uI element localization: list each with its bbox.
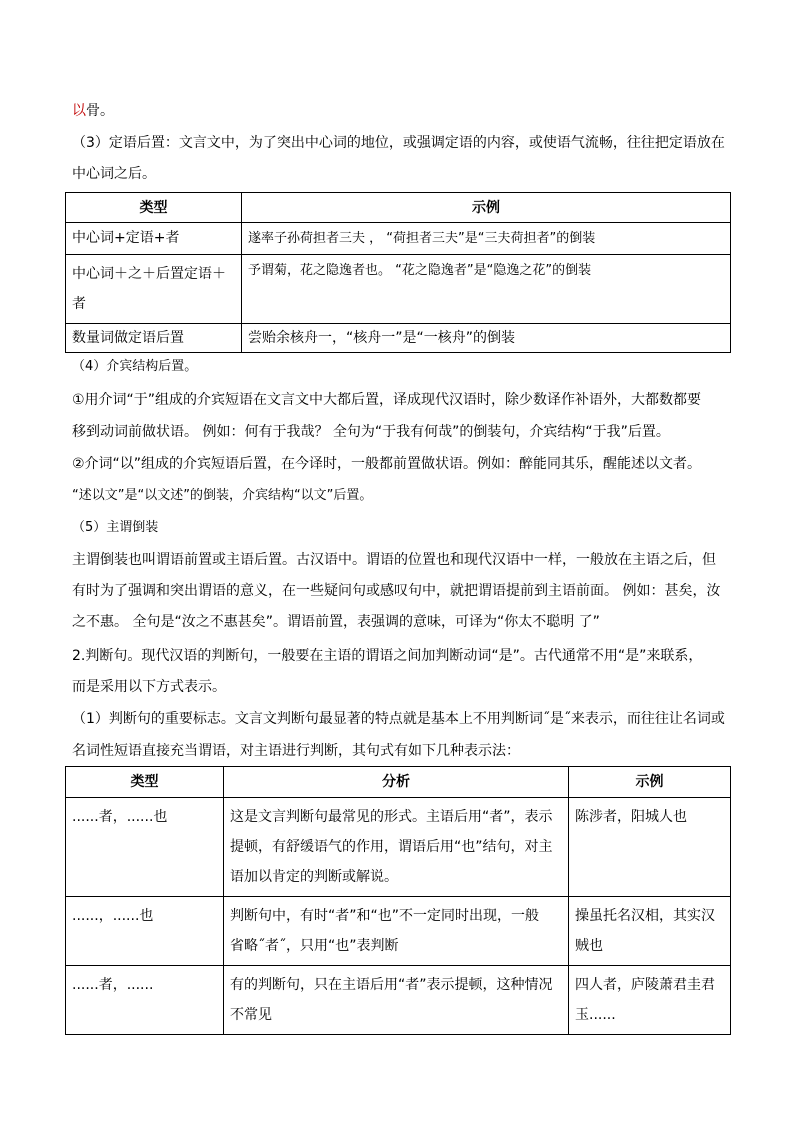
analysis-line: 语加以肯定的判断或解说。 bbox=[230, 869, 398, 885]
type-cell bbox=[66, 255, 242, 324]
type-line: 者 bbox=[72, 296, 86, 312]
analysis-cell bbox=[224, 966, 569, 1035]
section5-line2: 有时为了强调和突出谓语的意义，在一些疑问句或感叹句中，就把谓语提前到主语前面。 例如：甚矣，汝 bbox=[72, 583, 721, 599]
example-line: 四人者，庐陵萧君圭君 bbox=[575, 977, 715, 993]
example-cell bbox=[242, 255, 731, 324]
table-row bbox=[66, 966, 731, 1035]
example-line: 操虽托名汉相，其实汉 bbox=[575, 908, 715, 924]
type-cell: ......，......也 bbox=[66, 897, 224, 966]
type-cell: ......者，...... bbox=[66, 966, 224, 1035]
judgment-sub-line1: （1）判断句的重要标志。文言文判断句最显著的特点就是基本上不用判断词˝是˝来表示，而往往让名词或 bbox=[72, 711, 725, 727]
table-header-row bbox=[66, 767, 731, 798]
judgment-line2: 而是采用以下方式表示。 bbox=[72, 679, 226, 695]
analysis-line: 省略˝者˝，只用“也”表判断 bbox=[230, 938, 399, 954]
judgment-sentence-table bbox=[65, 766, 731, 1035]
analysis-cell bbox=[224, 897, 569, 966]
example-text: 予谓菊，花之隐逸者也。 “花之隐逸者”是“隐逸之花”的倒装 bbox=[248, 263, 592, 278]
example-cell bbox=[569, 897, 731, 966]
example-line: 贼也 bbox=[575, 938, 603, 954]
header-type: 类型 bbox=[66, 193, 242, 223]
section4-p2-line1: ②介词“以”组成的介宾短语后置，在今译时，一般都前置做状语。例如：醉能同其乐，醒能述以文者。 bbox=[72, 456, 702, 472]
intro-first-char: 以 bbox=[72, 103, 86, 119]
type-cell: 中心词+定语+者 bbox=[66, 223, 242, 255]
header-type: 类型 bbox=[66, 767, 224, 798]
type-cell: ......者，......也 bbox=[66, 798, 224, 897]
analysis-line: 这是文言判断句最常见的形式。主语后用“者”，表示 bbox=[230, 809, 553, 825]
postposed-attributive-table bbox=[65, 192, 731, 353]
example-text: 遂率子孙荷担者三夫 ， “荷担者三夫”是“三夫荷担者”的倒装 bbox=[248, 231, 596, 246]
table-row bbox=[66, 255, 731, 324]
intro-rest: 骨。 bbox=[86, 103, 114, 119]
analysis-line: 不常见 bbox=[230, 1007, 272, 1023]
intro-line bbox=[72, 100, 732, 122]
analysis-line: 提顿，有舒缓语气的作用，谓语后用“也”结句，对主 bbox=[230, 839, 553, 855]
section5-heading: （5）主谓倒装 bbox=[72, 520, 159, 535]
section4-p1-line2: 移到动词前做状语。 例如：何有于我哉？ 全句为“于我有何哉”的倒装句，介宾结构“于我”后置。 bbox=[72, 424, 670, 440]
example-line: 玉...... bbox=[575, 1007, 616, 1023]
section3-heading-line1: （3）定语后置：文言文中，为了突出中心词的地位，或强调定语的内容，或使语气流畅，往往把定语放在 bbox=[72, 135, 725, 151]
section4-p2-line2: “述以文”是“以文述”的倒装，介宾结构“以文”后置。 bbox=[72, 488, 373, 503]
section5-line3: 之不惠。 全句是“汝之不惠甚矣”。谓语前置，表强调的意味，可译为“你太不聪明 了” bbox=[72, 614, 600, 630]
section4-p1-line1: ①用介词“于”组成的介宾短语在文言文中大都后置，译成现代汉语时，除少数译作补语外，大都数都要 bbox=[72, 392, 702, 408]
type-line: 中心词＋之＋后置定语＋ bbox=[72, 266, 226, 282]
table-row bbox=[66, 798, 731, 897]
table-row bbox=[66, 897, 731, 966]
example-cell: 尝贻余核舟一，“核舟一”是“一核舟”的倒装 bbox=[242, 324, 731, 353]
analysis-line: 有的判断句，只在主语后用“者”表示提顿，这种情况 bbox=[230, 977, 553, 993]
section4-heading: （4）介宾结构后置。 bbox=[72, 359, 198, 374]
header-example: 示例 bbox=[242, 193, 731, 223]
table-header-row bbox=[66, 193, 731, 223]
example-cell: 陈涉者，阳城人也 bbox=[569, 798, 731, 897]
judgment-line1: 2.判断句。现代汉语的判断句，一般要在主语的谓语之间加判断动词“是”。古代通常不用“是”来联系， bbox=[72, 648, 703, 664]
table-row bbox=[66, 223, 731, 255]
table-row bbox=[66, 324, 731, 353]
section3-heading-line2: 中心词之后。 bbox=[72, 166, 156, 182]
analysis-cell bbox=[224, 798, 569, 897]
analysis-line: 判断句中，有时“者”和“也”不一定同时出现，一般 bbox=[230, 908, 540, 924]
header-analysis: 分析 bbox=[224, 767, 569, 798]
example-cell bbox=[569, 966, 731, 1035]
judgment-sub-line2: 名词性短语直接充当谓语，对主语进行判断，其句式有如下几种表示法： bbox=[72, 743, 520, 759]
header-example: 示例 bbox=[569, 767, 731, 798]
type-cell: 数量词做定语后置 bbox=[66, 324, 242, 353]
section5-line1: 主谓倒装也叫谓语前置或主语后置。古汉语中。谓语的位置也和现代汉语中一样，一般放在主语之后，但 bbox=[72, 552, 716, 568]
example-cell bbox=[242, 223, 731, 255]
